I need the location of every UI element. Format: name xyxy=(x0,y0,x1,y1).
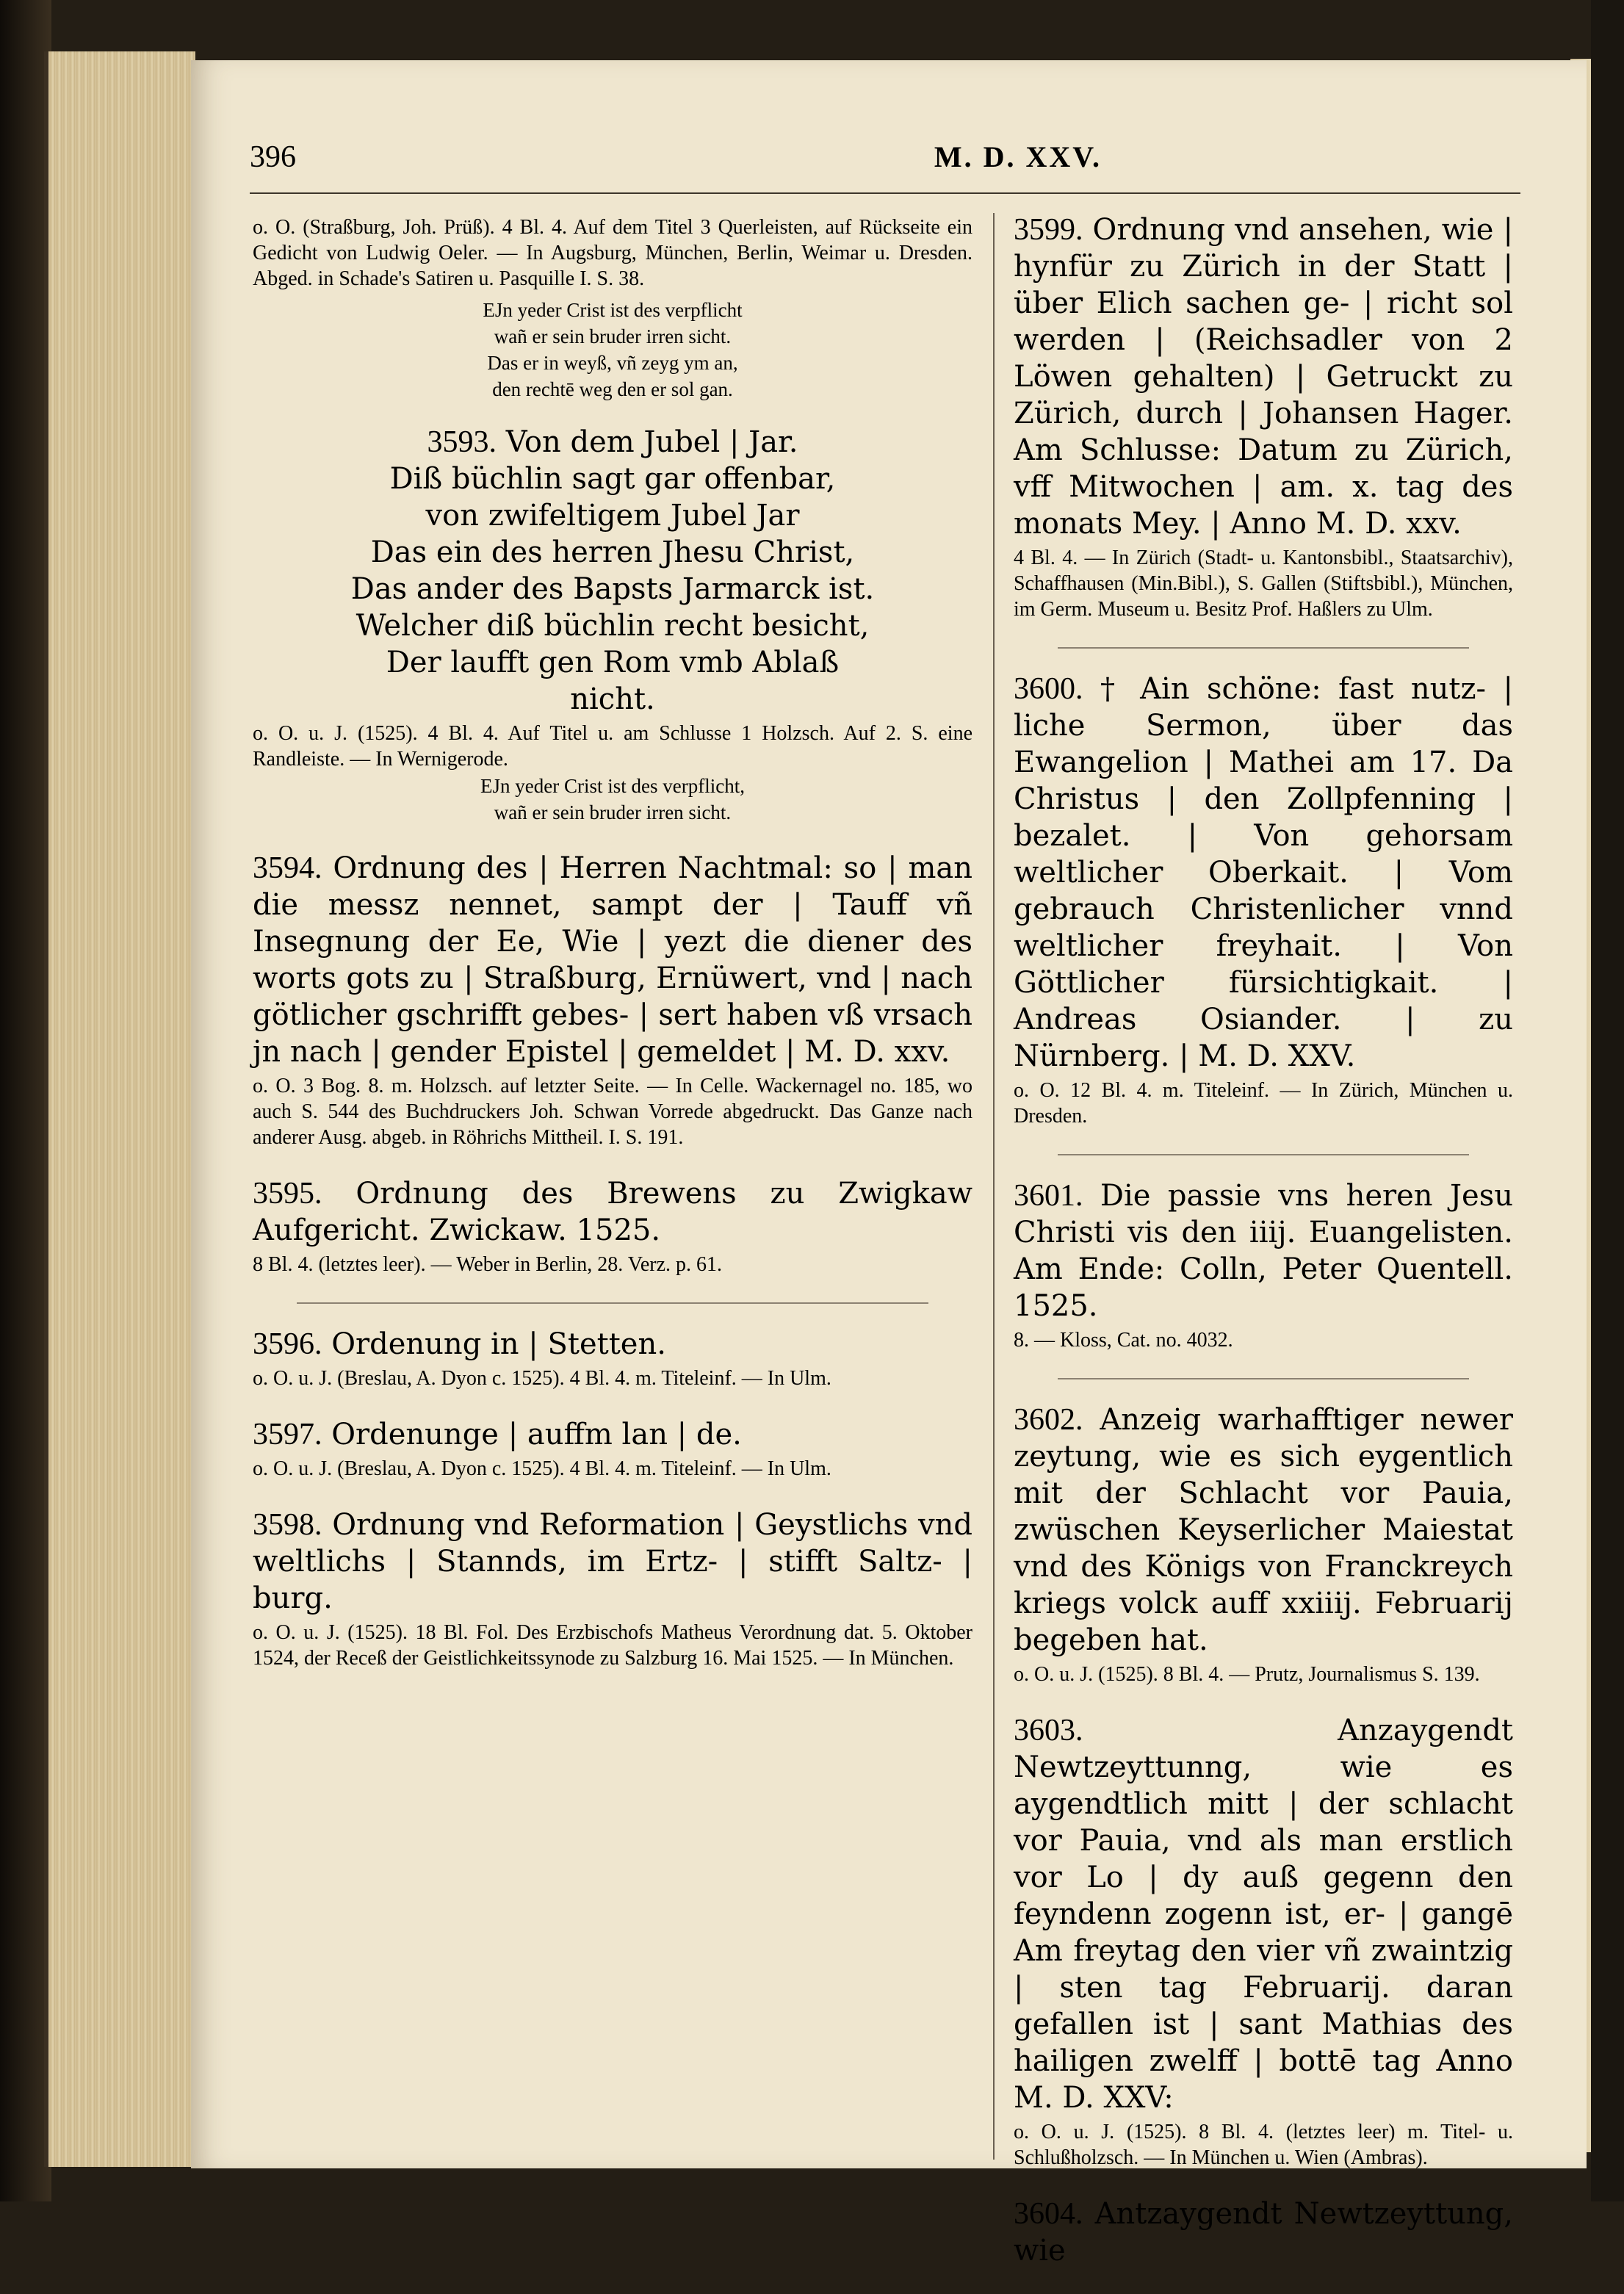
left-column xyxy=(253,212,972,1696)
entry-title-text: Anzeig warhafftiger newer zeytung, wie es sich eygentlich mit der Schlacht vor Pauia, zwüschen Keyserlicher Maiestat vnd des Königs von Franckreych kriegs volck auff xxiiij. Februarij begeben hat. xyxy=(1014,1403,1514,1657)
entry-3598 xyxy=(253,1507,972,1671)
header-year: M. D. XXV. xyxy=(934,140,1102,173)
entry-number: 3595. xyxy=(253,1177,322,1211)
entry-title-text: † Ain schöne: fast nutz- | liche Sermon, über das Ewangelion | Mathei am 17. Da Christus | den Zollpfenning | bezalet. | Von gehorsam weltlicher Oberkait. | Vom gebrauch Christenlicher vnnd weltlicher freyhait. | Von Göttlicher fürsichtigkait. | Andreas Osiander. | zu Nürnberg. | M. D. XXV. xyxy=(1014,672,1513,1073)
entry-title-text: Die passie vns heren Jesu Christi vis den iiij. Euangelisten. Am Ende: Colln, Peter Quentell. 1525. xyxy=(1014,1179,1513,1323)
entry-3594 xyxy=(253,850,972,1150)
entry-title xyxy=(253,1326,972,1363)
entry-number: 3604. xyxy=(1014,2197,1083,2231)
entry-title-text: Ordenunge | auffm lan | de. xyxy=(331,1418,742,1451)
entry-title-text: Ordenung in | Stetten. xyxy=(331,1327,666,1361)
title-line: Welcher diß büchlin recht besicht, xyxy=(356,609,870,643)
entry-3600 xyxy=(1014,671,1513,1129)
entry-title-first: Von dem Jubel | Jar. xyxy=(505,425,798,459)
entry-title-text: Ordnung vnd Reformation | Geystlichs vnd weltlichs | Stannds, im Ertz- | stifft Saltz- | burg. xyxy=(253,1508,972,1615)
entry-title xyxy=(1014,212,1513,542)
entry-number: 3598. xyxy=(253,1508,322,1542)
entry-title-text: Antzaygendt Newtzeyttung, wie xyxy=(1014,2197,1513,2268)
verse-line: den rechtē weg den er sol gan. xyxy=(492,378,733,400)
entry-note: 8. — Kloss, Cat. no. 4032. xyxy=(1014,1329,1233,1352)
entry-3595 xyxy=(253,1175,972,1277)
entry-number: 3597. xyxy=(253,1418,322,1451)
entry-3599 xyxy=(1014,212,1513,622)
entry-note: o. O. u. J. (1525). 18 Bl. Fol. Des Erzbischofs Matheus Verordnung dat. 5. Oktober 1524, der Receß der Geistlichkeitssynode zu Salzburg 16. Mai 1525. — In München. xyxy=(253,1621,972,1670)
entry-separator xyxy=(1058,1378,1469,1379)
entry-3602 xyxy=(1014,1402,1513,1687)
entry-note: 4 Bl. 4. — In Zürich (Stadt- u. Kantonsbibl., Staatsarchiv), Schaffhausen (Min.Bibl.), S. Gallen (Stiftsbibl.), München, im Germ. Museum u. Besitz Prof. Haßlers zu Ulm. xyxy=(1014,547,1513,621)
entry-title-text: Anzaygendt Newtzeyttunng, wie es aygendtlich mitt | der schlacht vor Pauia, vnd als man erstlich vor Lo | dy auß gegenn den feyndenn zogenn ist, er- | gangē Am freytag den vier vñ zwaintzig | sten tag Februarij. daran gefallen ist | sant Mathias des hailigen zwelff | bottē tag Anno M. D. XXV: xyxy=(1014,1714,1513,2115)
entry-note: 8 Bl. 4. (letztes leer). — Weber in Berlin, 28. Verz. p. 61. xyxy=(253,1253,722,1276)
column-rule xyxy=(993,213,995,2160)
entry-3603 xyxy=(1014,1712,1513,2171)
entry-title xyxy=(1014,1402,1513,1659)
entry-title xyxy=(1014,1712,1513,2116)
entry-title xyxy=(1014,671,1513,1075)
verse-line: wañ er sein bruder irren sicht. xyxy=(494,325,732,347)
entry-note: o. O. u. J. (Breslau, A. Dyon c. 1525). 4 Bl. 4. m. Titeleinf. — In Ulm. xyxy=(253,1457,831,1480)
entry-title xyxy=(253,1416,972,1453)
entry-separator xyxy=(1058,647,1469,649)
entry-note: o. O. u. J. (1525). 8 Bl. 4. — Prutz, Journalismus S. 139. xyxy=(1014,1663,1480,1686)
right-margin-dark xyxy=(1591,0,1624,2201)
entry-3596 xyxy=(253,1326,972,1391)
entry-title xyxy=(253,1175,972,1249)
page-number: 396 xyxy=(250,140,296,174)
verse-line: EJn yeder Crist ist des verpflicht xyxy=(483,299,743,321)
entry-number: 3594. xyxy=(253,851,322,885)
title-line: nicht. xyxy=(570,682,655,716)
entry-number: 3601. xyxy=(1014,1179,1083,1213)
entry-number: 3600. xyxy=(1014,672,1083,706)
entry-note: o. O. u. J. (1525). 8 Bl. 4. (letztes leer) m. Titel- u. Schlußholzsch. — In München u. Wien (Ambras). xyxy=(1014,2121,1513,2169)
entry-title xyxy=(253,850,972,1070)
entry-note: o. O. u. J. (1525). 4 Bl. 4. Auf Titel u. am Schlusse 1 Holzsch. Auf 2. S. eine Randleiste. — In Wernigerode. xyxy=(253,722,972,771)
entry-3601 xyxy=(1014,1177,1513,1353)
title-line: Der laufft gen Rom vmb Ablaß xyxy=(386,646,840,679)
entry-number: 3593. xyxy=(427,425,497,459)
title-line: Diß büchlin sagt gar offenbar, xyxy=(389,462,836,496)
header-rule xyxy=(250,192,1520,194)
entry-title-text: Ordnung vnd ansehen, wie | hynfür zu Zürich in der Statt | über Elich sachen ge- | richt sol werden | (Reichsadler von 2 Löwen gehalten) | Getruckt zu Zürich, durch | Johansen Hager. Am Schlusse: Datum zu Zürich, vff Mitwochen | am. x. tag des monats Mey. | Anno M. D. xxv. xyxy=(1014,213,1513,541)
intro-verse xyxy=(253,297,972,402)
entry-title xyxy=(253,424,972,718)
entry-separator xyxy=(1058,1154,1469,1155)
book-page-edges xyxy=(44,51,195,2167)
verse-line: EJn yeder Crist ist des verpflicht, xyxy=(480,775,745,797)
right-column xyxy=(1014,212,1513,2294)
entry-title xyxy=(253,1507,972,1617)
entry-separator xyxy=(297,1302,928,1304)
entry-title-text: Ordnung des Brewens zu Zwigkaw Aufgericht. Zwickaw. 1525. xyxy=(253,1177,972,1247)
entry-3604 xyxy=(1014,2196,1513,2269)
title-line: Das ein des herren Jhesu Christ, xyxy=(370,535,855,569)
entry-3597 xyxy=(253,1416,972,1482)
entry-note: o. O. 3 Bog. 8. m. Holzsch. auf letzter Seite. — In Celle. Wackernagel no. 185, wo auch S. 544 des Buchdruckers Joh. Schwan Vorrede abgedruckt. Das Ganze nach anderer Ausg. abgeb. in Röhrichs Mittheil. I. S. 191. xyxy=(253,1075,972,1149)
running-head xyxy=(250,140,1102,184)
entry-note: o. O. u. J. (Breslau, A. Dyon c. 1525). 4 Bl. 4. m. Titeleinf. — In Ulm. xyxy=(253,1367,831,1390)
entry-number: 3596. xyxy=(253,1327,322,1361)
title-line: von zwifeltigem Jubel Jar xyxy=(425,499,800,533)
entry-note: o. O. 12 Bl. 4. m. Titeleinf. — In Zürich, München u. Dresden. xyxy=(1014,1079,1513,1128)
entry-number: 3603. xyxy=(1014,1714,1083,1747)
entry-title-text: Ordnung des | Herren Nachtmal: so | man die messz nennet, sampt der | Tauff vñ Insegnung der Ee, Wie | yezt die diener des worts gots zu | Straßburg, Ernüwert, vnd | nach götlicher gschrifft gebes- | sert haben vß vrsach jn nach | gender Epistel | gemeldet | M. D. xxv. xyxy=(253,851,972,1069)
verse-line: wañ er sein bruder irren sicht. xyxy=(494,801,732,823)
entry-3593 xyxy=(253,424,972,825)
entry-number: 3602. xyxy=(1014,1403,1083,1437)
title-line: Das ander des Bapsts Jarmarck ist. xyxy=(350,572,875,606)
verse-line: Das er in weyß, vñ zeyg ym an, xyxy=(487,352,738,374)
entry-title xyxy=(1014,1177,1513,1324)
entry-number: 3599. xyxy=(1014,213,1083,247)
intro-note: o. O. (Straßburg, Joh. Prüß). 4 Bl. 4. Auf dem Titel 3 Querleisten, auf Rückseite ein Gedicht von Ludwig Oeler. — In Augsburg, München, Berlin, Weimar u. Dresden. Abged. in Schade's Satiren u. Pasquille I. S. 38. xyxy=(253,216,972,290)
entry-title xyxy=(1014,2196,1513,2269)
